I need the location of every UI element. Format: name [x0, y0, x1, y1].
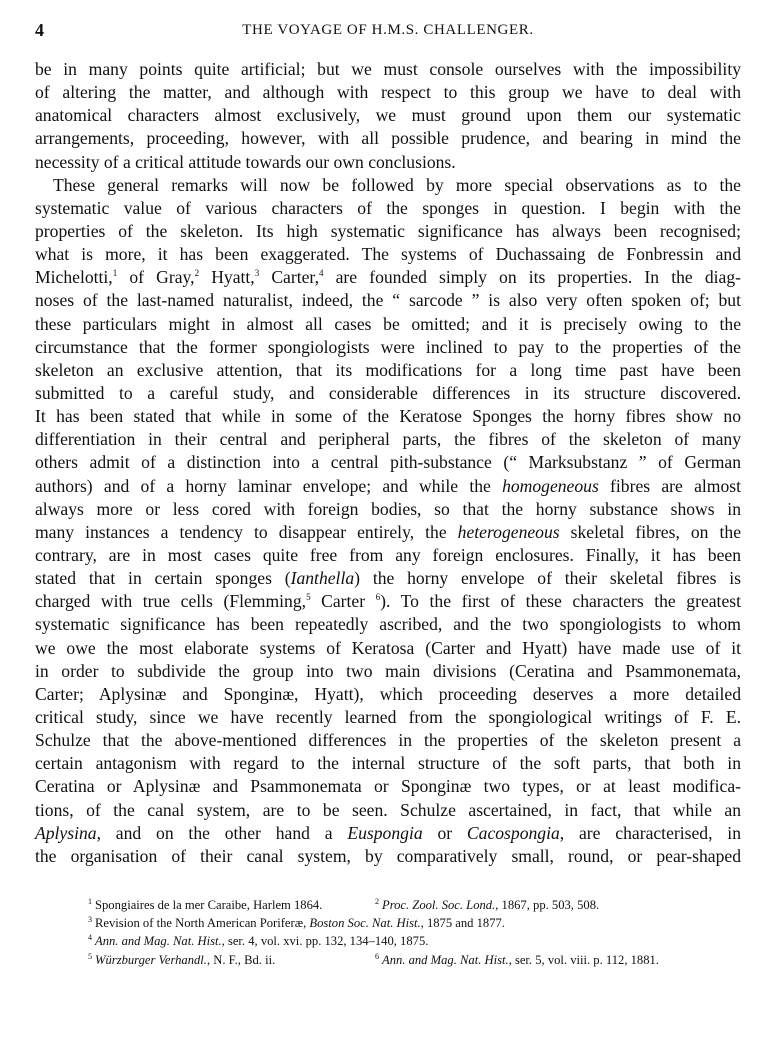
running-title: THE VOYAGE OF H.M.S. CHALLENGER. [242, 22, 534, 38]
text-line [35, 613, 741, 636]
text-line [35, 127, 741, 150]
italic-text: Aplysina [35, 822, 97, 843]
text-run: Carter, [259, 267, 319, 288]
text-line [35, 151, 741, 174]
text-run: we owe the most elaborate systems of Keratosa (Carter and Hyatt) have made use of it [35, 637, 741, 658]
footnote-row [88, 932, 728, 950]
text-run: fibres are almost [598, 475, 741, 496]
footnote-marker: 2 [194, 268, 200, 279]
footnote-marker: 4 [318, 268, 324, 279]
text-line [35, 405, 741, 428]
text-run: Revision of the North American Poriferæ, [95, 916, 310, 931]
text-run: , ser. 4, vol. xvi. pp. 132, 134–140, 1875. [221, 934, 429, 949]
text-line [35, 521, 741, 544]
text-line [35, 382, 741, 405]
text-line [35, 220, 741, 243]
text-run: are founded simply on its properties. In the diag- [323, 267, 741, 288]
text-run: of Gray, [117, 267, 195, 288]
text-line [35, 683, 741, 706]
text-run: These general remarks will now be followed by more special observations as to the [53, 174, 741, 195]
text-run: charged with true cells (Flemming, [35, 591, 307, 612]
text-run: in order to subdivide the group into two main divisions (Ceratina and Psammonemata, [35, 660, 741, 681]
text-run: skeletal fibres, on the [559, 521, 741, 542]
italic-text: homogeneous [502, 475, 599, 496]
text-line [35, 336, 741, 359]
text-run: certain antagonism with regard to the internal structure of the soft parts, that both in [35, 753, 741, 774]
footnote-marker: 6 [375, 951, 379, 961]
footnote-marker: 6 [375, 592, 381, 603]
footnote-marker: 1 [112, 268, 118, 279]
footnote-row [88, 951, 728, 969]
text-line [35, 359, 741, 382]
text-line [35, 428, 741, 451]
text-run: , and on the other hand a [96, 822, 348, 843]
text-run: authors) and of a horny laminar envelope; and while the [35, 475, 503, 496]
text-run: ) the horny envelope of their skeletal fibres is [354, 568, 742, 589]
text-run: tions, of the canal system, are to be seen. Schulze ascertained, in fact, that while an [35, 799, 741, 820]
text-run: many instances a tendency to disappear entirely, the [35, 521, 458, 542]
text-run: the organisation of their canal system, by comparatively small, round, or pear-shaped [35, 845, 741, 866]
footnote [375, 951, 659, 969]
text-run: circumstance that the former spongiologists were inclined to pay to the properties of the [35, 336, 741, 357]
footnote-marker: 4 [88, 933, 92, 943]
text-run: or [422, 822, 467, 843]
text-line [35, 660, 741, 683]
footnote-marker: 3 [88, 915, 92, 925]
text-run: Schulze that the above-mentioned differences in the properties of the skeleton present a [35, 730, 741, 751]
footnote [88, 898, 322, 912]
text-line [35, 637, 741, 660]
text-run: Michelotti, [35, 267, 113, 288]
text-run: others admit of a distinction into a central pith-substance (“ Marksubstanz ” of German [35, 452, 741, 473]
text-run: arrangements, proceeding, however, with all possible prudence, and bearing in mind the [35, 128, 741, 149]
footnote-row [88, 914, 728, 932]
text-run: properties of the skeleton. Its high systematic significance has always been recognised; [35, 220, 741, 241]
text-run: , ser. 5, vol. viii. p. 112, 1881. [508, 952, 659, 967]
text-line [35, 174, 741, 197]
footnotes [88, 896, 728, 969]
footnote [88, 916, 505, 930]
italic-text: Würzburger Verhandl. [95, 952, 207, 967]
text-run: ). To the first of these characters the greatest [380, 591, 741, 612]
text-run: critical study, since we have recently learned from the spongiological writings of F. E. [35, 706, 741, 727]
text-run: be in many points quite artificial; but we must console ourselves with the impossibility [35, 59, 741, 79]
footnote [88, 953, 275, 967]
text-line [35, 243, 741, 266]
text-run: Carter; Aplysinæ and Sponginæ, Hyatt), which proceeding deserves a more detailed [35, 683, 741, 704]
text-run: contrary, are in most cases quite free from any foreign enclosures. Finally, it has been [35, 544, 741, 565]
text-run: Spongiaires de la mer Caraibe, Harlem 1864. [95, 898, 323, 912]
body-text [35, 58, 741, 868]
text-line [35, 81, 741, 104]
text-line [35, 58, 741, 81]
text-run: It has been stated that while in some of the Keratose Sponges the horny fibres show no [35, 406, 741, 427]
text-line [35, 567, 741, 590]
text-run: submitted to a careful study, and considerable differences in its structure discovered. [35, 382, 741, 403]
text-run: stated that in certain sponges ( [35, 568, 291, 589]
text-line [35, 544, 741, 567]
text-line [35, 266, 741, 289]
text-run: Hyatt, [199, 267, 255, 288]
text-line [35, 752, 741, 775]
italic-text: Euspongia [347, 822, 423, 843]
text-run: , 1867, pp. 503, 508. [495, 898, 600, 912]
footnote [375, 896, 599, 914]
footnote [88, 934, 428, 948]
page-number: 4 [35, 20, 44, 40]
text-run: Carter [310, 591, 376, 612]
text-line [35, 706, 741, 729]
text-run: , are characterised, in [559, 822, 741, 843]
text-line [35, 590, 741, 613]
text-line [35, 775, 741, 798]
text-line [35, 313, 741, 336]
text-run: skeleton an exclusive attention, that its modifications for a long time past have been [35, 359, 741, 380]
italic-text: Cacospongia [466, 822, 560, 843]
italic-text: heterogeneous [457, 521, 560, 542]
text-run: anatomical characters almost exclusively, we must ground upon them our systematic [35, 105, 741, 126]
footnote-marker: 2 [375, 897, 379, 906]
text-line [35, 451, 741, 474]
footnote-marker: 5 [88, 951, 92, 961]
text-run: systematic significance has been repeatedly ascribed, and the two spongiologists to whom [35, 614, 741, 635]
footnote-marker: 1 [88, 897, 92, 906]
text-line [35, 729, 741, 752]
text-run: Ceratina or Aplysinæ and Psammonemata or Sponginæ two types, or at least modifica- [35, 776, 741, 797]
text-line [35, 475, 741, 498]
text-run: , N. F., Bd. ii. [206, 952, 276, 967]
text-run: always more or less cored with foreign bodies, so that the horny substance shows in [35, 498, 741, 519]
text-run: what is more, it has been exaggerated. The systems of Duchassaing de Fonbressin and [35, 244, 741, 265]
text-run: noses of the last-named naturalist, indeed, the “ sarcode ” is also very often spoken of; but [35, 290, 741, 311]
footnote-row [88, 896, 728, 914]
text-line [35, 197, 741, 220]
footnote-marker: 5 [306, 592, 311, 603]
text-line [35, 289, 741, 312]
running-header [35, 20, 741, 42]
italic-text: Ann. and Mag. Nat. Hist. [382, 952, 509, 967]
italic-text: Ann. and Mag. Nat. Hist. [95, 934, 222, 949]
text-line [35, 845, 741, 868]
text-run: , 1875 and 1877. [420, 916, 505, 931]
footnote-marker: 3 [254, 268, 260, 279]
text-line [35, 799, 741, 822]
text-run: these particulars might in almost all cases be omitted; and it is precisely owing to the [35, 313, 741, 334]
italic-text: Ianthella [290, 568, 355, 589]
text-line [35, 498, 741, 521]
italic-text: Boston Soc. Nat. Hist. [309, 916, 421, 931]
text-run: of altering the matter, and although with respect to this group we have to deal with [35, 82, 741, 103]
italic-text: Proc. Zool. Soc. Lond. [382, 898, 496, 912]
text-run: differentiation in their central and peripheral parts, the fibres of the skeleton of many [35, 429, 741, 450]
text-line [35, 104, 741, 127]
text-run: systematic value of various characters of the sponges in question. I begin with the [35, 197, 741, 218]
text-run: necessity of a critical attitude towards our own conclusions. [35, 151, 456, 172]
text-line [35, 822, 741, 845]
